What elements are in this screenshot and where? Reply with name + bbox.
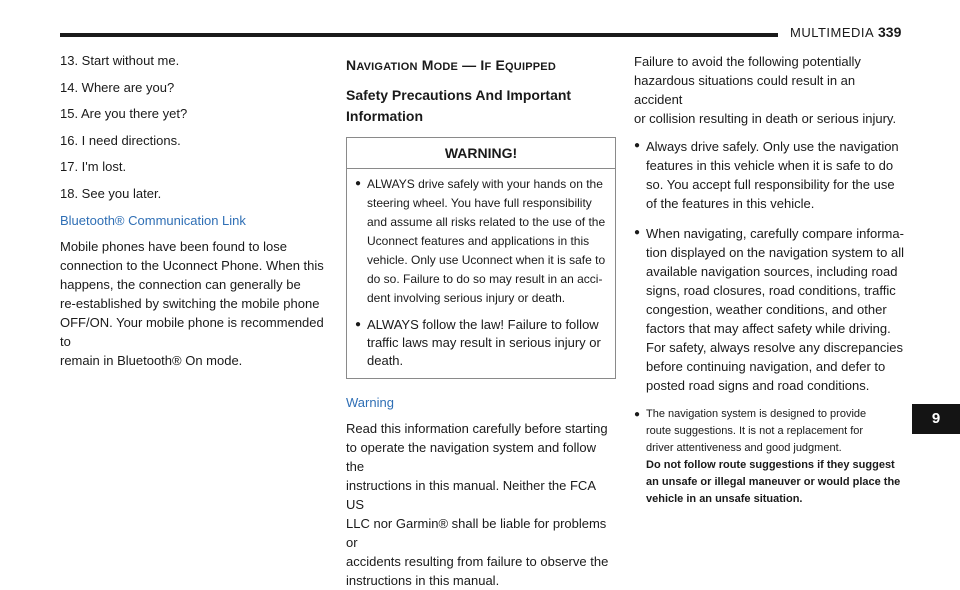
paragraph-line: Mobile phones have been found to lose	[60, 238, 287, 254]
paragraph-line: remain in Bluetooth® On mode.	[60, 352, 243, 368]
warning-box	[346, 137, 616, 379]
middle-column	[346, 52, 616, 590]
bluetooth-paragraph	[60, 237, 328, 370]
warning-paragraph: Read this information carefully before starting to operate the navigation system and follow the instructions in this manual. Neither the FCA US LLC nor Garmin® shall be liable for problems or accidents resulting from failure to observe the instructions in this manual.	[346, 421, 609, 588]
paragraph-line: OFF/ON. Your mobile phone is recommended to	[60, 314, 324, 349]
bullet-dot-icon: ●	[634, 140, 641, 151]
left-column	[60, 52, 328, 370]
paragraph-line: re-established by switching the mobile phone	[60, 295, 320, 311]
intro-paragraph: Failure to avoid the following potentially hazardous situations could result in an accident or collision resulting in death or serious injury.	[634, 54, 897, 126]
bullet-item: ● The navigation system is designed to provide route suggestions. It is not a replacement for driver attentiveness and good judgment. Do not follow route suggestions if they suggest an unsafe or illegal maneuver or would place the vehicle in an unsafe situation.	[634, 406, 906, 508]
numbered-item: 18. See you later.	[60, 185, 162, 201]
bullet-item: ● Always drive safely. Only use the navigation features in this vehicle when it is safe to do so. You accept full responsibility for the use of the features in this vehicle.	[634, 139, 899, 211]
numbered-item: 16. I need directions.	[60, 132, 181, 148]
paragraph-line: happens, the connection can generally be	[60, 276, 301, 292]
warning-item: ● ALWAYS follow the law! Failure to follow traffic laws may result in serious injury or death.	[355, 317, 601, 368]
running-header-section: MULTIMEDIA	[790, 25, 875, 40]
chapter-tab: 9	[912, 404, 960, 434]
right-column	[634, 52, 906, 519]
bullet-dot-icon: ●	[355, 319, 362, 330]
section-title: NAVIGATION MODE — IF EQUIPPED	[346, 57, 556, 73]
numbered-item: 13. Start without me.	[60, 53, 180, 68]
subsection-heading: Safety Precautions And Important Information	[346, 87, 572, 124]
paragraph-line: connection to the Uconnect Phone. When this	[60, 257, 324, 273]
page-number: 339	[878, 24, 902, 40]
warning-subheading: Warning	[346, 395, 394, 410]
bullet-dot-icon: ●	[634, 409, 641, 420]
numbered-item: 14. Where are you?	[60, 79, 175, 95]
bluetooth-subheading: Bluetooth® Communication Link	[60, 212, 246, 228]
warning-box-title: WARNING!	[347, 138, 615, 169]
numbered-item: 15. Are you there yet?	[60, 106, 188, 122]
bullet-dot-icon: ●	[355, 178, 362, 189]
header-rule	[60, 33, 778, 37]
bullet-dot-icon: ●	[634, 227, 641, 238]
warning-item: ● ALWAYS drive safely with your hands on the steering wheel. You have full responsibility and assume all risks related to the use of the Uconnect features and applications in this vehicle. Only use Uconnect when it is safe to do so. Failure to do so may result in an acci- dent involving serious injury or death.	[355, 175, 607, 308]
bullet-item: ● When navigating, carefully compare informa- tion displayed on the navigation system to all available navigation sources, including road signs, road closures, road conditions, traffic congestion, weather conditions, and other factors that may affect safety while driving. For safety, always resolve any discrepancies before continuing navigation, and defer to posted road signs and road conditions.	[634, 226, 904, 393]
numbered-item: 17. I'm lost.	[60, 159, 127, 175]
